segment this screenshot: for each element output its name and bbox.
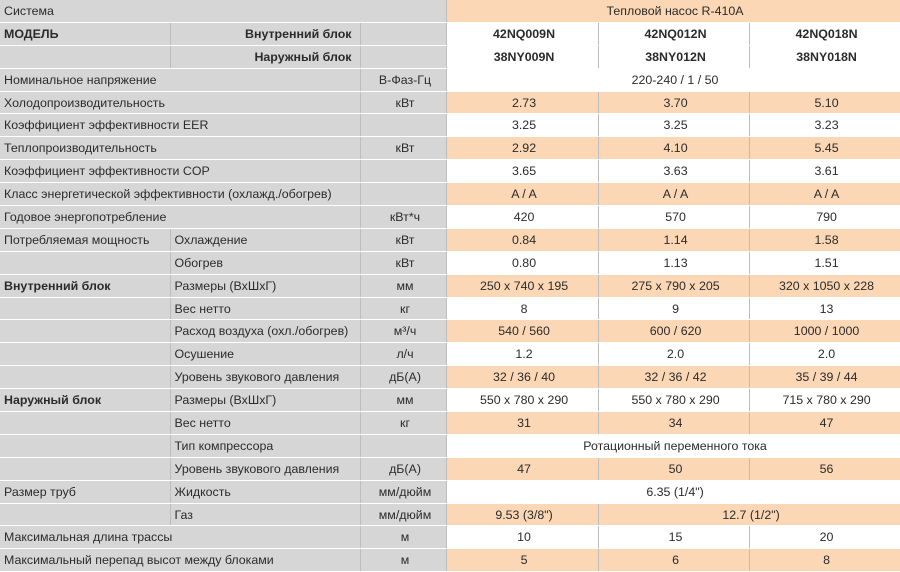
row-unit: дБ(А) — [360, 457, 446, 480]
eer-row — [0, 114, 900, 137]
row-label: Класс энергетической эффективности (охлажд./обогрев) — [0, 183, 360, 206]
energy-class-row — [0, 183, 900, 206]
row-value: 250 х 740 х 195 — [446, 274, 598, 297]
row-label: Газ — [170, 503, 360, 526]
max-length-row — [0, 526, 900, 549]
row-unit: кВт — [360, 228, 446, 251]
row-value: Ротационный переменного тока — [446, 434, 900, 457]
row-value: 1000 / 1000 — [749, 320, 900, 343]
row-value: 3.25 — [446, 114, 598, 137]
row-unit: кг — [360, 412, 446, 435]
system-label: Система — [0, 0, 446, 22]
indoor-unit-label: Внутренний блок — [170, 22, 360, 45]
indoor-size-row — [0, 274, 900, 297]
row-value: 10 — [446, 526, 598, 549]
row-value: 1.13 — [598, 251, 749, 274]
row-value: 3.61 — [749, 160, 900, 183]
label-cell — [0, 320, 170, 343]
row-value: 56 — [749, 457, 900, 480]
row-label: Охлаждение — [170, 228, 360, 251]
indoor-model: 42NQ018N — [749, 22, 900, 45]
row-value: 35 / 39 / 44 — [749, 366, 900, 389]
row-value: 13 — [749, 297, 900, 320]
row-unit: кВт*ч — [360, 206, 446, 229]
row-value: 9 — [598, 297, 749, 320]
row-label: Расход воздуха (охл./обогрев) — [170, 320, 360, 343]
group-label: Размер труб — [0, 480, 170, 503]
row-value: 420 — [446, 206, 598, 229]
row-value: 5.45 — [749, 137, 900, 160]
row-unit — [360, 183, 446, 206]
row-unit: мм/дюйм — [360, 480, 446, 503]
row-unit: кВт — [360, 91, 446, 114]
outdoor-model: 38NY009N — [446, 45, 598, 68]
pipe-liquid-row — [0, 480, 900, 503]
row-value: 2.0 — [749, 343, 900, 366]
row-unit: кВт — [360, 251, 446, 274]
row-label: Теплопроизводительность — [0, 137, 360, 160]
row-value: 9.53 (3/8") — [446, 503, 598, 526]
row-value: 570 — [598, 206, 749, 229]
row-unit: м — [360, 526, 446, 549]
row-unit: м — [360, 549, 446, 572]
row-label: Тип компрессора — [170, 434, 360, 457]
row-value: 1.51 — [749, 251, 900, 274]
row-value: 8 — [446, 297, 598, 320]
row-value: 3.63 — [598, 160, 749, 183]
row-label: Уровень звукового давления — [170, 366, 360, 389]
row-label: Уровень звукового давления — [170, 457, 360, 480]
label-cell — [0, 503, 170, 526]
row-value: 3.25 — [598, 114, 749, 137]
power-cooling-row — [0, 228, 900, 251]
row-label: Максимальный перепад высот между блоками — [0, 549, 360, 572]
outdoor-model: 38NY018N — [749, 45, 900, 68]
indoor-model-row — [0, 22, 900, 45]
indoor-noise-row — [0, 366, 900, 389]
group-label: Потребляемая мощность — [0, 228, 170, 251]
row-value: 15 — [598, 526, 749, 549]
row-label: Размеры (ВхШхГ) — [170, 274, 360, 297]
row-label: Максимальная длина трассы — [0, 526, 360, 549]
indoor-model: 42NQ012N — [598, 22, 749, 45]
row-value: 715 х 780 х 290 — [749, 389, 900, 412]
label-cell — [0, 251, 170, 274]
row-value: 790 — [749, 206, 900, 229]
row-unit: мм/дюйм — [360, 503, 446, 526]
outdoor-noise-row — [0, 457, 900, 480]
outdoor-unit-label: Наружный блок — [170, 45, 360, 68]
label-cell — [0, 343, 170, 366]
row-value: 3.65 — [446, 160, 598, 183]
row-label: Осушение — [170, 343, 360, 366]
row-value: 0.84 — [446, 228, 598, 251]
row-label: Коэффициент эффективности EER — [0, 114, 360, 137]
row-unit — [360, 434, 446, 457]
label-cell — [0, 434, 170, 457]
row-value: 50 — [598, 457, 749, 480]
row-value: 2.73 — [446, 91, 598, 114]
row-value: 47 — [446, 457, 598, 480]
group-label: Наружный блок — [0, 389, 170, 412]
max-height-row — [0, 549, 900, 572]
row-label: Жидкость — [170, 480, 360, 503]
row-label: Размеры (ВхШхГ) — [170, 389, 360, 412]
indoor-model: 42NQ009N — [446, 22, 598, 45]
row-value: A / A — [446, 183, 598, 206]
system-value: Тепловой насос R-410A — [446, 0, 900, 22]
cooling-row — [0, 91, 900, 114]
row-label: Холодопроизводительность — [0, 91, 360, 114]
row-value: 5 — [446, 549, 598, 572]
power-heating-row — [0, 251, 900, 274]
row-value: 31 — [446, 412, 598, 435]
indoor-dehumidification-row — [0, 343, 900, 366]
row-value: 6.35 (1/4") — [446, 480, 900, 503]
row-value: 5.10 — [749, 91, 900, 114]
pipe-gas-row — [0, 503, 900, 526]
row-value: 32 / 36 / 42 — [598, 366, 749, 389]
row-value: 12.7 (1/2") — [598, 503, 900, 526]
voltage-row — [0, 68, 900, 91]
row-unit: кВт — [360, 137, 446, 160]
heating-row — [0, 137, 900, 160]
row-value: 1.2 — [446, 343, 598, 366]
row-unit — [360, 160, 446, 183]
outdoor-model: 38NY012N — [598, 45, 749, 68]
label-cell — [0, 297, 170, 320]
label-cell — [0, 412, 170, 435]
label-cell — [0, 45, 170, 68]
row-label: Годовое энергопотребление — [0, 206, 360, 229]
row-value: 540 / 560 — [446, 320, 598, 343]
row-value: 34 — [598, 412, 749, 435]
row-value: 1.14 — [598, 228, 749, 251]
row-value: 2.92 — [446, 137, 598, 160]
annual-energy-row — [0, 206, 900, 229]
row-unit: м³/ч — [360, 320, 446, 343]
row-value: 6 — [598, 549, 749, 572]
group-label: Внутренний блок — [0, 274, 170, 297]
row-unit — [360, 114, 446, 137]
row-unit: кг — [360, 297, 446, 320]
row-unit: мм — [360, 274, 446, 297]
row-value: 3.70 — [598, 91, 749, 114]
row-unit: дБ(А) — [360, 366, 446, 389]
row-value: 0.80 — [446, 251, 598, 274]
row-value: A / A — [598, 183, 749, 206]
row-value: 47 — [749, 412, 900, 435]
row-value: 220-240 / 1 / 50 — [446, 68, 900, 91]
row-value: 1.58 — [749, 228, 900, 251]
row-value: 8 — [749, 549, 900, 572]
row-label: Вес нетто — [170, 412, 360, 435]
outdoor-model-row — [0, 45, 900, 68]
row-value: 550 х 780 х 290 — [598, 389, 749, 412]
row-value: 32 / 36 / 40 — [446, 366, 598, 389]
outdoor-weight-row — [0, 412, 900, 435]
row-value: 320 х 1050 х 228 — [749, 274, 900, 297]
row-value: 275 х 790 х 205 — [598, 274, 749, 297]
label-cell — [0, 366, 170, 389]
row-value: 550 х 780 х 290 — [446, 389, 598, 412]
unit-cell — [360, 22, 446, 45]
indoor-weight-row — [0, 297, 900, 320]
label-cell — [0, 457, 170, 480]
row-unit: мм — [360, 389, 446, 412]
row-label: Вес нетто — [170, 297, 360, 320]
unit-cell — [360, 45, 446, 68]
row-value: 20 — [749, 526, 900, 549]
outdoor-size-row — [0, 389, 900, 412]
row-value: 600 / 620 — [598, 320, 749, 343]
cop-row — [0, 160, 900, 183]
row-label: Номинальное напряжение — [0, 68, 360, 91]
row-unit: л/ч — [360, 343, 446, 366]
row-value: A / A — [749, 183, 900, 206]
row-value: 4.10 — [598, 137, 749, 160]
model-label: МОДЕЛЬ — [0, 22, 170, 45]
row-value: 3.23 — [749, 114, 900, 137]
row-label: Коэффициент эффективности COP — [0, 160, 360, 183]
row-value: 2.0 — [598, 343, 749, 366]
row-unit: В-Фаз-Гц — [360, 68, 446, 91]
row-label: Обогрев — [170, 251, 360, 274]
system-row — [0, 0, 900, 22]
compressor-row — [0, 434, 900, 457]
indoor-airflow-row — [0, 320, 900, 343]
